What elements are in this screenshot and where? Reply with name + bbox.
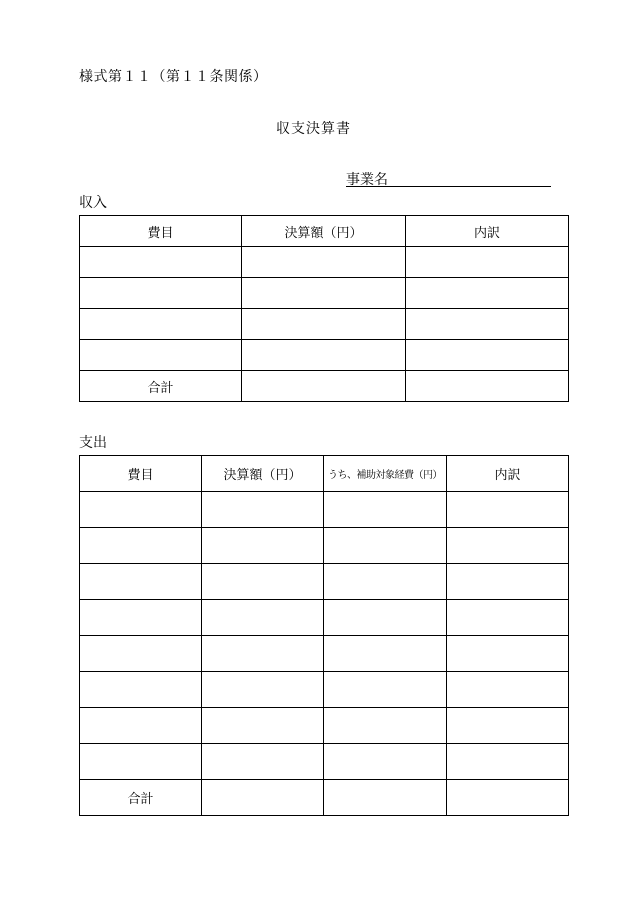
income-cell[interactable] [242, 340, 406, 371]
expense-table-row [80, 636, 569, 672]
income-col-details: 内訳 [406, 216, 569, 247]
income-cell[interactable] [242, 278, 406, 309]
expense-col-eligible-amount: うち、補助対象経費（円） [324, 456, 447, 492]
expense-cell[interactable] [202, 744, 324, 780]
expense-cell[interactable] [447, 672, 569, 708]
income-table-row [80, 247, 569, 278]
expense-cell[interactable] [447, 528, 569, 564]
expense-cell[interactable] [324, 600, 447, 636]
income-cell[interactable] [406, 278, 569, 309]
form-number: 様式第１１（第１１条関係） [79, 69, 268, 85]
expense-cell[interactable] [80, 492, 202, 528]
expense-cell[interactable] [324, 672, 447, 708]
income-total-cell[interactable] [406, 371, 569, 402]
expense-cell[interactable] [80, 636, 202, 672]
expense-cell[interactable] [202, 672, 324, 708]
income-cell[interactable] [406, 340, 569, 371]
income-total-cell[interactable] [242, 371, 406, 402]
income-cell[interactable] [80, 278, 242, 309]
expense-total-cell[interactable] [447, 780, 569, 816]
expense-cell[interactable] [80, 528, 202, 564]
income-table-row [80, 278, 569, 309]
expense-table [79, 455, 569, 816]
expense-cell[interactable] [324, 492, 447, 528]
expense-cell[interactable] [447, 600, 569, 636]
income-total-label: 合計 [80, 371, 242, 402]
income-col-item: 費目 [80, 216, 242, 247]
project-name-label: 事業名 [346, 172, 388, 188]
expense-cell[interactable] [80, 744, 202, 780]
expense-table-row [80, 708, 569, 744]
income-table-row [80, 340, 569, 371]
expense-cell[interactable] [324, 708, 447, 744]
income-total-row [80, 371, 569, 402]
income-cell[interactable] [80, 247, 242, 278]
expense-col-amount: 決算額（円） [202, 456, 324, 492]
expense-cell[interactable] [202, 492, 324, 528]
expense-cell[interactable] [447, 492, 569, 528]
expense-cell[interactable] [202, 708, 324, 744]
expense-total-cell[interactable] [202, 780, 324, 816]
expense-cell[interactable] [80, 708, 202, 744]
income-header-row [80, 216, 569, 247]
expense-total-row [80, 780, 569, 816]
income-cell[interactable] [242, 247, 406, 278]
expense-table-row [80, 528, 569, 564]
expense-cell[interactable] [447, 636, 569, 672]
expense-cell[interactable] [202, 600, 324, 636]
project-name-field[interactable] [346, 169, 551, 187]
income-cell[interactable] [406, 309, 569, 340]
expense-col-details: 内訳 [447, 456, 569, 492]
expense-cell[interactable] [447, 744, 569, 780]
expense-col-item: 費目 [80, 456, 202, 492]
expense-table-row [80, 492, 569, 528]
expense-cell[interactable] [202, 528, 324, 564]
expense-cell[interactable] [80, 672, 202, 708]
income-table-row [80, 309, 569, 340]
expense-cell[interactable] [447, 708, 569, 744]
income-section-label: 収入 [79, 195, 107, 211]
income-table [79, 215, 569, 402]
expense-cell[interactable] [324, 636, 447, 672]
expense-cell[interactable] [324, 528, 447, 564]
income-cell[interactable] [242, 309, 406, 340]
expense-table-row [80, 600, 569, 636]
income-cell[interactable] [406, 247, 569, 278]
expense-total-label: 合計 [80, 780, 202, 816]
expense-cell[interactable] [324, 564, 447, 600]
income-cell[interactable] [80, 309, 242, 340]
expense-table-row [80, 672, 569, 708]
expense-cell[interactable] [80, 600, 202, 636]
expense-cell[interactable] [202, 564, 324, 600]
expense-cell[interactable] [324, 744, 447, 780]
expense-cell[interactable] [447, 564, 569, 600]
expense-cell[interactable] [80, 564, 202, 600]
expense-cell[interactable] [202, 636, 324, 672]
income-cell[interactable] [80, 340, 242, 371]
income-col-amount: 決算額（円） [242, 216, 406, 247]
expense-total-cell[interactable] [324, 780, 447, 816]
expense-section-label: 支出 [79, 435, 107, 451]
expense-table-row [80, 744, 569, 780]
expense-header-row [80, 456, 569, 492]
document-title: 収支決算書 [276, 121, 351, 137]
expense-table-row [80, 564, 569, 600]
